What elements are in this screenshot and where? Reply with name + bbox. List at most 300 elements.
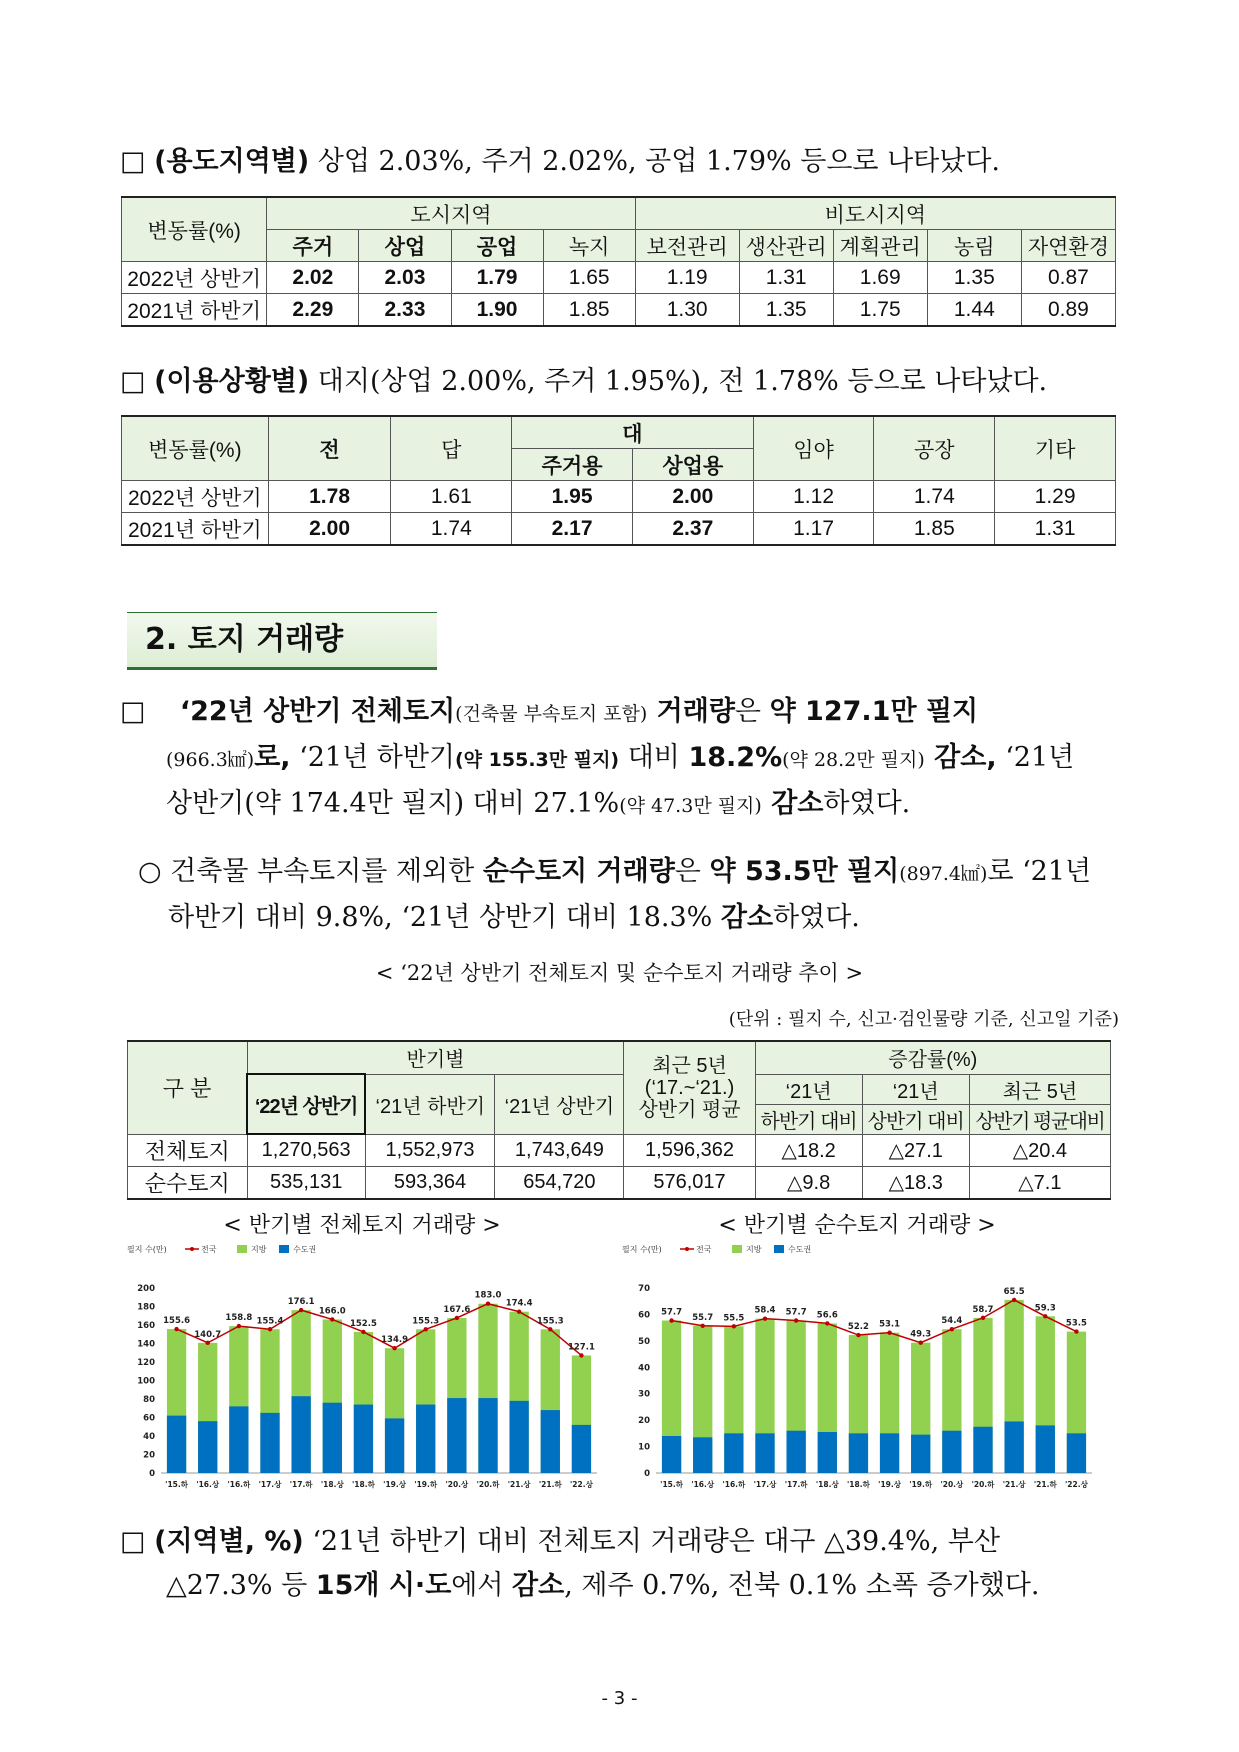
section-title: 2. 토지 거래량	[145, 622, 344, 657]
cell: 1.65	[543, 262, 635, 294]
cell: 1.30	[635, 294, 739, 327]
legend-label: 전국	[201, 1245, 217, 1254]
cell: △18.2	[755, 1134, 862, 1167]
text: 에서	[451, 1570, 513, 1601]
text-small: (약 47.3만 필지)	[619, 795, 762, 817]
x-tick-label: '17.상	[753, 1480, 777, 1489]
data-point	[732, 1324, 736, 1328]
cell: 1.19	[635, 262, 739, 294]
cell: 2.00	[632, 481, 753, 513]
data-point	[856, 1333, 860, 1337]
data-point	[1012, 1298, 1016, 1302]
x-tick-label: '22.상	[570, 1480, 593, 1489]
text-small: (966.3㎢)	[166, 749, 255, 771]
data-point	[517, 1309, 521, 1313]
col-header: 주거용	[512, 449, 633, 481]
legend-label: 전국	[696, 1245, 712, 1254]
data-label: 56.6	[816, 1310, 838, 1321]
text-bold: 15개 시·도	[315, 1570, 452, 1601]
cell: 1.31	[995, 513, 1116, 546]
col-header: 상업용	[632, 449, 753, 481]
data-label: 127.1	[567, 1342, 595, 1353]
data-point	[701, 1324, 705, 1328]
cell: 535,131	[247, 1167, 365, 1200]
data-label: 167.6	[443, 1304, 471, 1315]
data-label: 65.5	[1003, 1286, 1025, 1297]
x-tick-label: '21.하	[1033, 1480, 1057, 1489]
header-line: (‘17.~‘21.)	[644, 1076, 735, 1099]
text: ‘21년 하반기	[290, 742, 455, 773]
col-header: 보전관리	[635, 230, 739, 262]
bar-metro	[291, 1396, 310, 1473]
x-tick-label: '20.하	[971, 1480, 995, 1489]
cell: 1.12	[753, 481, 874, 513]
group-urban: 도시지역	[267, 197, 635, 230]
legend-label: 수도권	[293, 1245, 317, 1254]
text-bold: 감소,	[924, 742, 997, 773]
x-tick-label: '21.하	[538, 1480, 562, 1489]
checkbox-bullet: □	[120, 1526, 146, 1557]
text-bold: 약 53.5만 필지	[709, 856, 900, 887]
heading-usage: (이용상황별)	[154, 366, 310, 397]
col-header: ‘21년 하반기	[365, 1074, 495, 1134]
row-label: 2022년 상반기	[122, 481, 269, 513]
cell: △27.1	[862, 1134, 969, 1167]
y-tick-label: 200	[137, 1284, 155, 1294]
bar-metro	[1067, 1433, 1086, 1473]
text-bold: 감소	[761, 788, 824, 819]
legend-swatch	[237, 1245, 247, 1253]
group-change: 증감률(%)	[755, 1041, 1110, 1074]
data-point	[392, 1346, 396, 1350]
row-label: 전체토지	[128, 1134, 248, 1167]
cell: 1.85	[543, 294, 635, 327]
text-bold: 감소	[512, 1570, 565, 1601]
cell: 1.85	[874, 513, 995, 546]
text-bold: 감소	[720, 902, 774, 933]
cell: 1,270,563	[247, 1134, 365, 1167]
table-unit: (단위 : 필지 수, 신고·검인물량 기준, 신고일 기준)	[728, 1009, 1119, 1030]
data-label: 59.3	[1034, 1303, 1056, 1314]
x-tick-label: '17.상	[258, 1480, 282, 1489]
cell: 1,552,973	[365, 1134, 495, 1167]
col-header: 계획관리	[833, 230, 927, 262]
cell: 2.02	[267, 262, 359, 294]
data-label: 58.4	[754, 1305, 776, 1316]
text: 상반기(약 174.4만 필지) 대비 27.1%	[166, 788, 620, 819]
legend-swatch	[774, 1245, 784, 1253]
text-bold: (약 155.3만 필지)	[455, 749, 620, 771]
cell: 1.74	[874, 481, 995, 513]
legend-marker	[190, 1247, 194, 1251]
bar-metro	[755, 1433, 774, 1473]
table-row	[122, 262, 1116, 294]
x-tick-label: '16.하	[722, 1480, 746, 1489]
data-point	[1043, 1314, 1047, 1318]
col-header: 농림	[927, 230, 1021, 262]
bar-metro	[385, 1418, 404, 1473]
bar-metro	[911, 1435, 930, 1473]
data-label: 134.9	[381, 1335, 409, 1346]
col-header: 주거	[267, 230, 359, 262]
cell: △18.3	[862, 1167, 969, 1200]
y-tick-label: 40	[638, 1363, 650, 1374]
data-label: 52.2	[847, 1322, 869, 1333]
data-point	[361, 1330, 365, 1334]
text: ‘21년	[996, 742, 1075, 773]
page-number: - 3 -	[601, 1688, 638, 1709]
cell: 0.87	[1021, 262, 1115, 294]
data-label: 55.5	[723, 1313, 745, 1324]
col-header: 대	[512, 416, 754, 449]
cell: 2.33	[359, 294, 451, 327]
col-header: 상반기 대비	[862, 1104, 969, 1134]
chart-ylabel: 필지 수(만)	[127, 1245, 167, 1254]
x-tick-label: '18.상	[320, 1480, 344, 1489]
col-header-5yr	[624, 1041, 755, 1134]
row-label: 순수토지	[128, 1167, 248, 1200]
y-tick-label: 140	[137, 1339, 155, 1350]
y-tick-label: 60	[143, 1413, 155, 1424]
x-tick-label: '21.상	[507, 1480, 531, 1489]
x-tick-label: '20.상	[445, 1480, 469, 1489]
checkbox-bullet: □	[120, 366, 146, 397]
zoning-text: 상업 2.03%, 주거 2.02%, 공업 1.79% 등으로 나타났다.	[309, 146, 1000, 177]
x-tick-label: '16.하	[227, 1480, 251, 1489]
text: 건축물 부속토지를 제외한	[170, 856, 483, 887]
text: 하반기 대비 9.8%, ‘21년 상반기 대비 18.3%	[168, 902, 721, 933]
cell: 1.44	[927, 294, 1021, 327]
y-tick-label: 20	[638, 1416, 650, 1427]
data-label: 155.3	[412, 1316, 440, 1327]
data-label: 57.7	[785, 1307, 807, 1318]
y-tick-label: 160	[137, 1321, 155, 1331]
cell: 1,743,649	[495, 1134, 624, 1167]
table-caption: < ‘22년 상반기 전체토지 및 순수토지 거래량 추이 >	[375, 961, 864, 985]
text: 은	[734, 696, 770, 727]
y-tick-label: 10	[638, 1442, 650, 1453]
text-bold: 거래량	[647, 696, 735, 727]
cell: 2.00	[268, 513, 391, 546]
col-header: 공장	[874, 416, 995, 481]
y-tick-label: 70	[638, 1284, 650, 1294]
data-label: 152.5	[349, 1318, 377, 1329]
x-tick-label: '18.상	[815, 1480, 839, 1489]
col-header: ‘21년	[862, 1074, 969, 1104]
paragraph-usage	[120, 360, 1130, 404]
bar-metro	[1004, 1421, 1023, 1473]
col-header: 하반기 대비	[755, 1104, 862, 1134]
x-tick-label: '19.하	[414, 1480, 438, 1489]
text: , 제주 0.7%, 전북 0.1% 소폭 증가했다.	[564, 1570, 1040, 1601]
data-point	[237, 1324, 241, 1328]
table-corner: 구 분	[128, 1041, 248, 1134]
y-tick-label: 40	[143, 1432, 155, 1442]
data-label: 140.7	[194, 1329, 222, 1340]
text: 하였다.	[773, 902, 860, 933]
cell: 593,364	[365, 1167, 495, 1200]
data-point	[268, 1327, 272, 1331]
x-tick-label: '15.하	[165, 1480, 188, 1489]
legend-swatch	[279, 1245, 289, 1253]
y-tick-label: 50	[638, 1336, 650, 1347]
data-label: 53.1	[879, 1319, 901, 1330]
y-tick-label: 80	[143, 1395, 155, 1405]
x-tick-label: '19.상	[878, 1480, 901, 1489]
x-tick-label: '16.상	[691, 1480, 715, 1489]
text-bold: 로,	[254, 742, 291, 773]
table-usage	[121, 415, 1116, 546]
data-point	[206, 1341, 210, 1345]
legend-label: 수도권	[788, 1245, 812, 1254]
col-header: ‘22년 상반기	[247, 1074, 365, 1134]
bar-metro	[323, 1403, 342, 1473]
legend-marker	[685, 1247, 689, 1251]
bar-metro	[786, 1431, 805, 1473]
bar-metro	[478, 1398, 497, 1473]
text-small: (897.4㎢)	[899, 863, 988, 885]
col-header: 상반기 평균대비	[969, 1104, 1110, 1134]
cell: 2.17	[512, 513, 633, 546]
text-small: (건축물 부속토지 포함)	[455, 703, 648, 725]
bar-metro	[818, 1432, 837, 1473]
col-header: 전	[268, 416, 391, 481]
cell: 1.35	[739, 294, 833, 327]
row-label: 2021년 하반기	[122, 513, 269, 546]
x-tick-label: '19.하	[909, 1480, 933, 1489]
table-row	[128, 1167, 1111, 1200]
x-tick-label: '16.상	[196, 1480, 220, 1489]
bar-metro	[229, 1406, 248, 1473]
col-header: 생산관리	[739, 230, 833, 262]
x-tick-label: '20.상	[940, 1480, 964, 1489]
col-header: 최근 5년	[969, 1074, 1110, 1104]
data-point	[455, 1316, 459, 1320]
bar-metro	[198, 1421, 217, 1473]
data-label: 53.5	[1065, 1318, 1087, 1329]
table-corner: 변동률(%)	[122, 416, 269, 481]
data-point	[794, 1318, 798, 1322]
data-point	[424, 1327, 428, 1331]
data-point	[950, 1327, 954, 1331]
y-tick-label: 0	[149, 1469, 155, 1479]
bar-metro	[416, 1405, 435, 1473]
cell: 1.74	[391, 513, 512, 546]
data-label: 54.4	[941, 1316, 963, 1327]
heading-region: (지역별, %)	[154, 1526, 304, 1557]
cell: 2.03	[359, 262, 451, 294]
chart-title-left: < 반기별 전체토지 거래량 >	[223, 1213, 501, 1238]
data-label: 174.4	[505, 1298, 533, 1309]
cell: 2.37	[632, 513, 753, 546]
paragraph-total-volume	[120, 690, 1130, 828]
cell: 1.29	[995, 481, 1116, 513]
bar-metro	[260, 1413, 279, 1473]
data-point	[174, 1327, 178, 1331]
cell: △20.4	[969, 1134, 1110, 1167]
x-tick-label: '18.하	[847, 1480, 870, 1489]
cell: 576,017	[624, 1167, 755, 1200]
text-small: (약 28.2만 필지)	[782, 749, 925, 771]
data-label: 49.3	[910, 1329, 932, 1340]
text: 하였다.	[823, 788, 911, 819]
text: 은	[674, 856, 710, 887]
col-header: 답	[391, 416, 512, 481]
bar-metro	[662, 1436, 681, 1473]
cell: △7.1	[969, 1167, 1110, 1200]
paragraph-pure-volume	[138, 850, 1133, 940]
cell: 0.89	[1021, 294, 1115, 327]
chart-total-volume	[125, 1240, 605, 1505]
y-tick-label: 100	[137, 1376, 155, 1387]
paragraph-zoning	[120, 140, 1130, 184]
y-tick-label: 20	[143, 1450, 155, 1461]
data-point	[330, 1317, 334, 1321]
data-label: 55.7	[692, 1312, 714, 1323]
header-line: 최근 5년	[652, 1054, 727, 1077]
data-point	[299, 1308, 303, 1312]
x-tick-label: '18.하	[352, 1480, 375, 1489]
cell: 1,596,362	[624, 1134, 755, 1167]
text: ‘21년 하반기 대비 전체토지 거래량은 대구 △39.4%, 부산	[303, 1526, 1000, 1557]
cell: 2.29	[267, 294, 359, 327]
text-bold: 18.2%	[688, 742, 783, 773]
x-tick-label: '22.상	[1065, 1480, 1088, 1489]
cell: 1.95	[512, 481, 633, 513]
bar-metro	[509, 1401, 528, 1473]
data-point	[548, 1327, 552, 1331]
cell: 1.79	[451, 262, 543, 294]
table-volume	[127, 1040, 1111, 1200]
data-point	[887, 1330, 891, 1334]
checkbox-bullet: □	[120, 146, 146, 177]
bar-metro	[541, 1410, 560, 1473]
col-header: 녹지	[543, 230, 635, 262]
legend-label: 지방	[746, 1245, 762, 1254]
data-point	[919, 1341, 923, 1345]
text: 로 ‘21년	[987, 856, 1092, 887]
usage-text: 대지(상업 2.00%, 주거 1.95%), 전 1.78% 등으로 나타났다.	[309, 366, 1048, 397]
cell: 1.78	[268, 481, 391, 513]
table-row	[122, 513, 1116, 546]
bar-metro	[354, 1405, 373, 1473]
x-tick-label: '17.하	[289, 1480, 313, 1489]
cell: 1.75	[833, 294, 927, 327]
y-tick-label: 120	[137, 1358, 155, 1368]
cell: 1.61	[391, 481, 512, 513]
data-point	[486, 1302, 490, 1306]
data-label: 57.7	[661, 1307, 683, 1318]
table-corner: 변동률(%)	[122, 197, 267, 262]
text-bold: ‘22년 상반기 전체토지	[179, 696, 456, 727]
table-row	[122, 481, 1116, 513]
data-label: 155.4	[256, 1316, 284, 1327]
chart-pure-volume	[620, 1240, 1100, 1505]
data-point	[981, 1316, 985, 1320]
paragraph-region	[120, 1520, 1130, 1608]
table-row	[122, 294, 1116, 327]
col-header: ‘21년 상반기	[495, 1074, 624, 1134]
row-label: 2022년 상반기	[122, 262, 267, 294]
x-tick-label: '15.하	[660, 1480, 683, 1489]
y-tick-label: 180	[137, 1302, 155, 1313]
section-heading-box	[127, 612, 437, 670]
y-tick-label: 30	[638, 1389, 650, 1400]
group-nonurban: 비도시지역	[635, 197, 1115, 230]
x-tick-label: '20.하	[476, 1480, 500, 1489]
x-tick-label: '17.하	[784, 1480, 808, 1489]
data-label: 155.6	[163, 1316, 191, 1327]
legend-swatch	[732, 1245, 742, 1253]
data-label: 58.7	[972, 1304, 994, 1315]
data-point	[669, 1318, 673, 1322]
col-header: 상업	[359, 230, 451, 262]
header-line: 상반기 평균	[638, 1098, 741, 1121]
row-label: 2021년 하반기	[122, 294, 267, 327]
col-header: 자연환경	[1021, 230, 1115, 262]
x-tick-label: '21.상	[1002, 1480, 1026, 1489]
bar-metro	[880, 1433, 899, 1473]
cell: △9.8	[755, 1167, 862, 1200]
circle-bullet: ○	[138, 856, 162, 887]
col-header: 임야	[753, 416, 874, 481]
cell: 1.17	[753, 513, 874, 546]
chart-title-right: < 반기별 순수토지 거래량 >	[718, 1213, 996, 1238]
data-label: 166.0	[318, 1306, 346, 1317]
data-point	[579, 1353, 583, 1357]
data-point	[825, 1321, 829, 1325]
cell: 654,720	[495, 1167, 624, 1200]
bar-metro	[942, 1431, 961, 1473]
text-bold: 순수토지 거래량	[482, 856, 675, 887]
bar-metro	[572, 1425, 591, 1473]
col-header: 기타	[995, 416, 1116, 481]
data-point	[1074, 1329, 1078, 1333]
text: △27.3% 등	[166, 1570, 316, 1601]
bar-metro	[1036, 1425, 1055, 1473]
col-header: ‘21년	[755, 1074, 862, 1104]
cell: 1.90	[451, 294, 543, 327]
data-point	[763, 1316, 767, 1320]
cell: 1.69	[833, 262, 927, 294]
data-label: 155.3	[536, 1316, 564, 1327]
bar-metro	[849, 1433, 868, 1473]
chart-ylabel: 필지 수(만)	[622, 1245, 662, 1254]
bar-metro	[693, 1437, 712, 1473]
table-zoning	[121, 196, 1116, 327]
group-half: 반기별	[247, 1041, 624, 1074]
legend-label: 지방	[251, 1245, 267, 1254]
x-tick-label: '19.상	[383, 1480, 406, 1489]
cell: 1.31	[739, 262, 833, 294]
table-row	[128, 1134, 1111, 1167]
bar-metro	[447, 1398, 466, 1473]
bar-metro	[167, 1416, 186, 1473]
checkbox-bullet: □	[120, 696, 146, 727]
heading-zoning: (용도지역별)	[154, 146, 310, 177]
y-tick-label: 0	[644, 1469, 650, 1479]
data-label: 158.8	[225, 1313, 253, 1324]
y-tick-label: 60	[638, 1310, 650, 1321]
cell: 1.35	[927, 262, 1021, 294]
bar-metro	[973, 1427, 992, 1473]
col-header: 공업	[451, 230, 543, 262]
data-label: 176.1	[287, 1297, 315, 1308]
bar-metro	[724, 1433, 743, 1473]
data-label: 183.0	[474, 1290, 502, 1301]
text-bold: 약 127.1만 필지	[769, 696, 979, 727]
text: 대비	[619, 742, 689, 773]
